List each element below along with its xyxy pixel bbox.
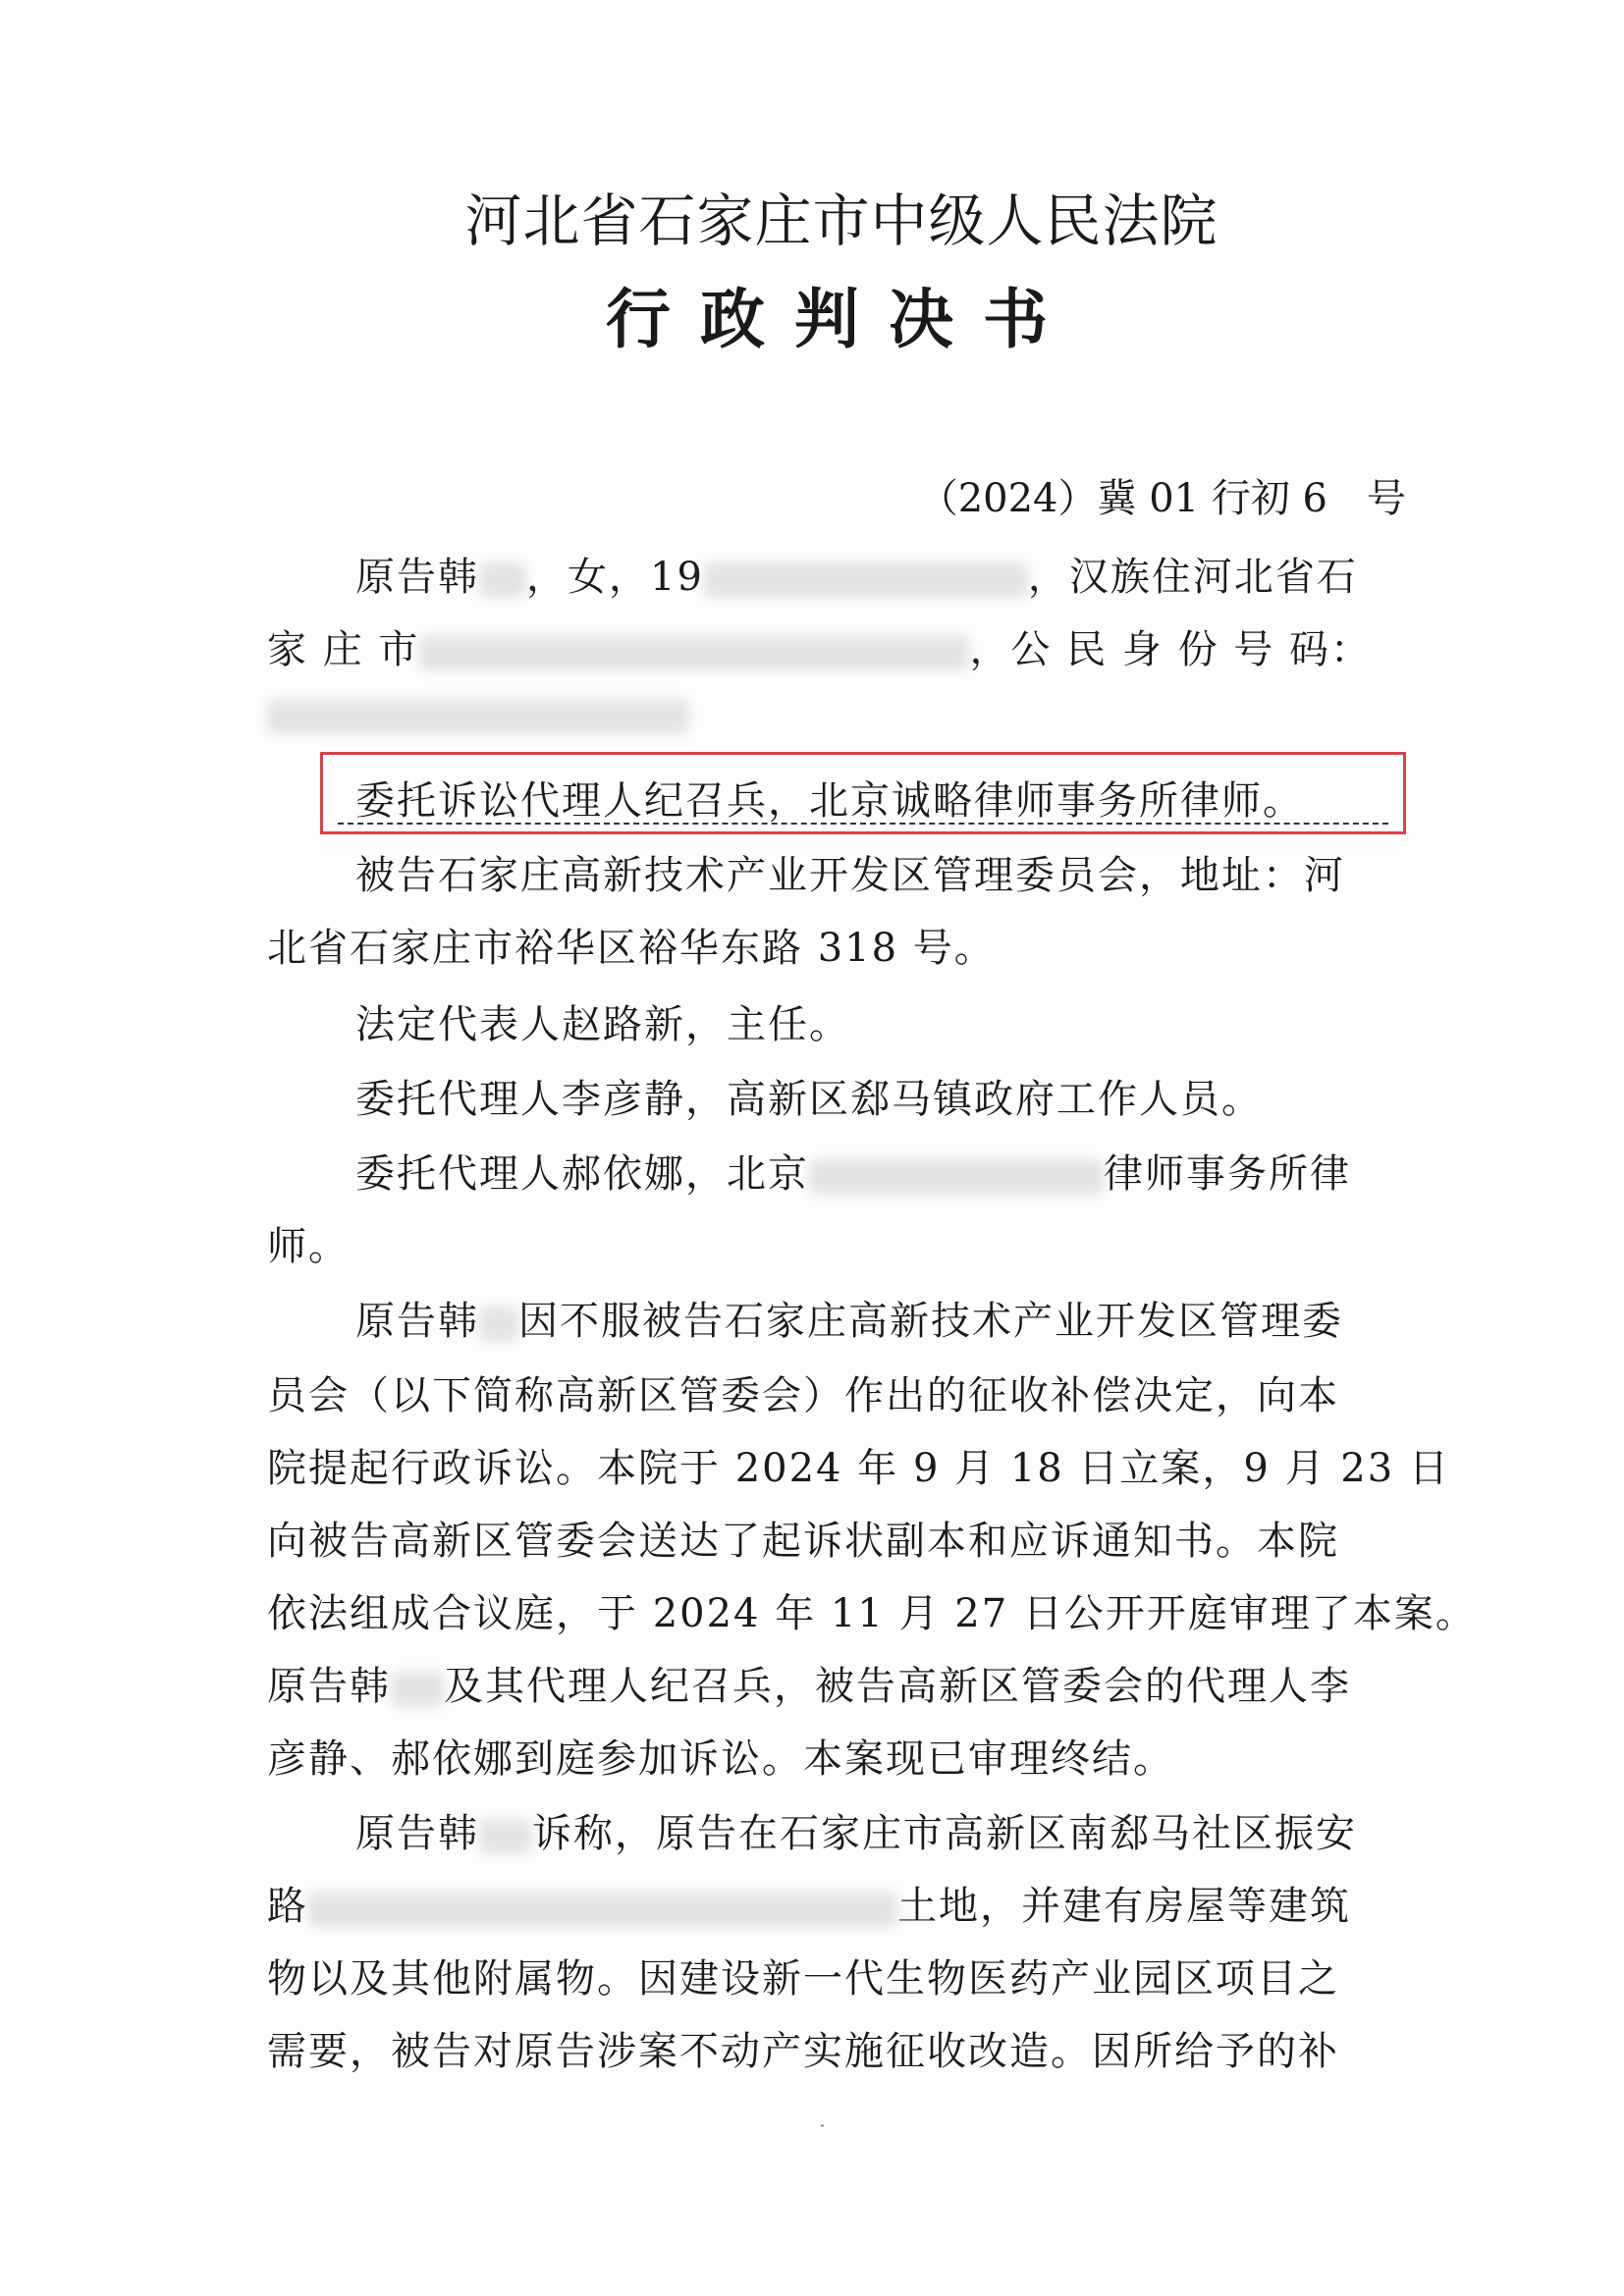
case-number: （2024）冀 01 行初 6 号 xyxy=(918,476,1406,521)
redacted-block xyxy=(704,562,1028,598)
procedure-line-5: 依法组成合议庭，于 2024 年 11 月 27 日公开开庭审理了本案。 xyxy=(267,1591,1477,1636)
procedure-text: 及其代理人纪召兵，被告高新区管委会的代理人李 xyxy=(444,1664,1351,1709)
redacted-block xyxy=(419,635,969,670)
defendant-line-2: 北省石家庄市裕华区裕华东路 318 号。 xyxy=(267,926,996,971)
agent2-firm-suffix: 律师事务所律 xyxy=(1104,1151,1351,1197)
legal-representative: 法定代表人赵路新，主任。 xyxy=(355,1002,850,1047)
claims-line-3: 物以及其他附属物。因建设新一代生物医药产业园区项目之 xyxy=(267,1956,1339,2002)
plaintiff-gender-birth: ，女，19 xyxy=(526,555,704,600)
plaintiff-name: 原告韩 xyxy=(355,1299,479,1344)
plaintiff-address-city: 家 庄 市 xyxy=(267,627,420,672)
agent2-name: 委托代理人郝依娜，北京 xyxy=(355,1151,809,1197)
road-prefix: 路 xyxy=(267,1884,308,1929)
redacted-block xyxy=(479,1307,518,1342)
redacted-block xyxy=(479,1819,532,1854)
redacted-block xyxy=(809,1159,1104,1195)
procedure-line-3: 院提起行政诉讼。本院于 2024 年 9 月 18 日立案，9 月 23 日 xyxy=(267,1446,1450,1491)
plaintiff-id-line xyxy=(267,691,689,736)
claims-text: 诉称，原告在石家庄市高新区南郄马社区振安 xyxy=(532,1811,1357,1856)
redacted-block xyxy=(391,1672,444,1707)
redacted-block xyxy=(308,1892,897,1927)
plaintiff-line-2 xyxy=(267,618,1372,674)
claims-line-2 xyxy=(267,1875,1351,1931)
redacted-block xyxy=(479,562,526,598)
claims-text: 土地，并建有房屋等建筑 xyxy=(897,1884,1351,1929)
procedure-line-2: 员会（以下简称高新区管委会）作出的征收补偿决定，向本 xyxy=(267,1373,1339,1418)
redacted-id-number xyxy=(267,699,689,734)
procedure-line-6 xyxy=(267,1655,1351,1711)
procedure-line-4: 向被告高新区管委会送达了起诉状副本和应诉通知书。本院 xyxy=(267,1519,1339,1564)
claims-line-1 xyxy=(355,1802,1357,1858)
plaintiff-ethnicity-address: ，汉族住河北省石 xyxy=(1027,555,1358,600)
defendant-agent-2-line-2: 师。 xyxy=(267,1224,350,1269)
defendant-agent-1: 委托代理人李彦静，高新区郄马镇政府工作人员。 xyxy=(355,1077,1263,1122)
procedure-line-1 xyxy=(355,1290,1343,1346)
plaintiff-id-label: ，公 民 身 份 号 码： xyxy=(969,627,1373,672)
procedure-line-7: 彦静、郝依娜到庭参加诉讼。本案现已审理终结。 xyxy=(267,1736,1174,1782)
plaintiff-name: 原告韩 xyxy=(355,1811,479,1856)
claims-line-4: 需要，被告对原告涉案不动产实施征收改造。因所给予的补 xyxy=(267,2029,1339,2074)
plaintiff-name-prefix: 原告韩 xyxy=(355,555,479,600)
plaintiff-agent: 委托诉讼代理人纪召兵，北京诚略律师事务所律师。 xyxy=(355,778,1304,824)
underline-mark xyxy=(338,823,1388,825)
court-name: 河北省石家庄市中级人民法院 xyxy=(464,187,1218,254)
document-type: 行政判决书 xyxy=(606,282,1077,357)
scan-speck xyxy=(821,2124,824,2127)
defendant-agent-2-line-1 xyxy=(355,1143,1351,1199)
procedure-text: 因不服被告石家庄高新技术产业开发区管理委 xyxy=(518,1299,1343,1344)
plaintiff-name: 原告韩 xyxy=(267,1664,391,1709)
defendant-line-1: 被告石家庄高新技术产业开发区管理委员会，地址：河 xyxy=(355,853,1345,898)
plaintiff-line-1 xyxy=(355,546,1358,602)
